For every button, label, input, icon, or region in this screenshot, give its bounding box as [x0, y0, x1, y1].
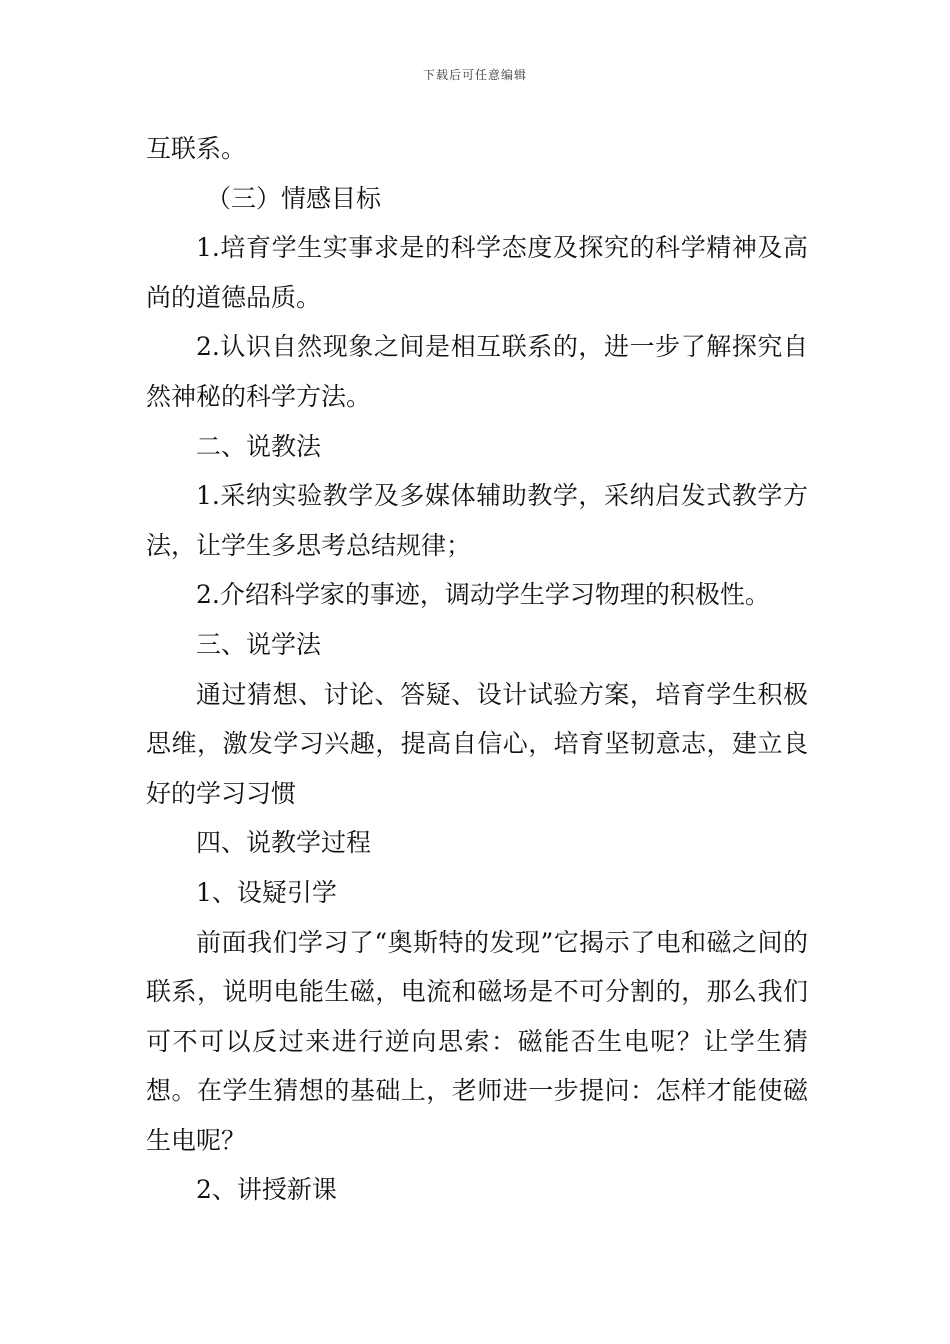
list-item-goal-2: 2.认识自然现象之间是相互联系的，进一步了解探究自然神秘的科学方法。 — [146, 332, 808, 411]
section-heading-learning-method: 三、说学法 — [196, 629, 322, 659]
section-heading-teaching-process: 四、说教学过程 — [196, 828, 372, 858]
subsection-heading-new-lesson: 2、讲授新课 — [196, 1175, 337, 1205]
paragraph-introduction: 前面我们学习了“奥斯特的发现”它揭示了电和磁之间的联系，说明电能生磁，电流和磁场是不可分割的，那么我们可不可以反过来进行逆向思索：磁能否生电呢？让学生猜想。在学生猜想的基础上，老师进一步提问：怎样才能使磁生电呢？ — [146, 927, 808, 1155]
list-item-goal-1: 1.培育学生实事求是的科学态度及探究的科学精神及高尚的道德品质。 — [146, 233, 808, 312]
page-header-note: 下载后可任意编辑 — [422, 68, 527, 82]
paragraph-learning-method: 通过猜想、讨论、答疑、设计试验方案，培育学生积极思维，激发学习兴趣，提高自信心，培育坚韧意志，建立良好的学习习惯 — [146, 679, 808, 808]
list-item-method-2: 2.介绍科学家的事迹，调动学生学习物理的积极性。 — [196, 580, 770, 610]
section-heading-teaching-method: 二、说教法 — [196, 431, 322, 461]
subsection-heading-introduction: 1、设疑引学 — [196, 877, 337, 907]
list-item-method-1: 1.采纳实验教学及多媒体辅助教学，采纳启发式教学方法，让学生多思考总结规律； — [146, 481, 808, 560]
subsection-heading-affective-goals: （三）情感目标 — [206, 183, 382, 213]
document-body — [146, 124, 808, 1215]
paragraph-continuation: 互联系。 — [146, 134, 247, 163]
